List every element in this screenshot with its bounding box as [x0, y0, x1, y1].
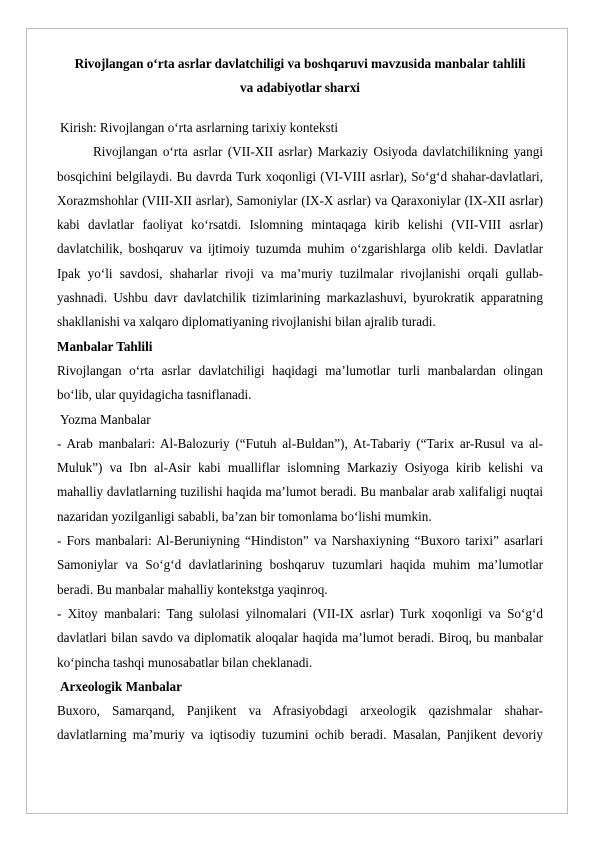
- archaeology-heading: Arxeologik Manbalar: [60, 678, 182, 694]
- xitoy-sources-paragraph: - Xitoy manbalari: Tang sulolasi yilnomalari (VII-IX asrlar) Turk xoqonligi va So‘g‘d davlatlari bilan savdo va diplomatik aloqalar haqida ma’lumot beradi. Biroq, bu manbalar ko‘pincha tashqi munosabatlar bilan cheklanadi.: [57, 605, 543, 670]
- document-title: [57, 52, 543, 100]
- title-line-1: Rivojlangan o‘rta asrlar davlatchiligi va boshqaruvi mavzusida manbalar tahlili: [74, 56, 526, 71]
- sources-paragraph: Rivojlangan o‘rta asrlar davlatchiligi haqidagi ma’lumotlar turli manbalardan olingan bo‘lib, ular quyidagicha tasniflanadi.: [57, 362, 543, 403]
- arab-sources-paragraph: - Arab manbalari: Al-Balozuriy (“Futuh al-Buldan”), At-Tabariy (“Tarix ar-Rusul va al-Muluk”) va Ibn al-Asir kabi mualliflar islomning Markaziy Osiyoga kirib kelishi va mahalliy davlatlarning tuzilishi haqida ma’lumot beradi. Bu manbalar arab xalifaligi nuqtai nazaridan yozilganligi sababli, ba’zan bir tomonlama bo‘lishi mumkin.: [57, 435, 543, 524]
- fors-sources-paragraph: - Fors manbalari: Al-Beruniyning “Hindiston” va Narshaxiyning “Buxoro tarixi” asarlari Samoniylar va So‘g‘d davlatlarining boshqaruv tuzumlari haqida muhim ma’lumotlar beradi. Bu manbalar mahalliy kontekstga yaqinroq.: [57, 533, 543, 597]
- document-body: [57, 52, 543, 748]
- archaeology-paragraph: Buxoro, Samarqand, Panjikent va Afrasiyobdagi arxeologik qazishmalar shahar-davlatlarning ma’muriy va iqtisodiy tuzumini ochib beradi. Masalan, Panjikent devoriy: [57, 703, 543, 743]
- title-line-2: va adabiyotlar sharxi: [240, 80, 360, 95]
- intro-heading: Kirish: Rivojlangan o‘rta asrlarning tarixiy konteksti: [60, 120, 338, 135]
- sources-heading: Manbalar Tahlili: [57, 338, 153, 354]
- intro-paragraph: Rivojlangan o‘rta asrlar (VII-XII asrlar) Markaziy Osiyoda davlatchilikning yangi bosqichini belgilaydi. Bu davrda Turk xoqonligi (VI-VIII asrlar), So‘g‘d shahar-davlatlari, Xorazmshohlar (VIII-XII asrlar), Samoniylar (IX-X asrlar) va Qaraxoniylar (IX-XII asrlar) kabi davlatlar faoliyat ko‘rsatdi. Islomning mintaqaga kirib kelishi (VII-VIII asrlar) davlatchilik, boshqaruv va ijtimoiy tuzumda muhim o‘zgarishlarga olib keldi. Davlatlar Ipak yo‘li savdosi, shaharlar rivoji va ma’muriy tuzilmalar rivojlanishi orqali gullab-yashnadi. Ushbu davr davlatchilik tizimlarining markazlashuvi, byurokratik apparatning shakllanishi va xalqaro diplomatiyaning rivojlanishi bilan ajralib turadi.: [57, 144, 543, 330]
- written-sources-heading: Yozma Manbalar: [60, 411, 151, 427]
